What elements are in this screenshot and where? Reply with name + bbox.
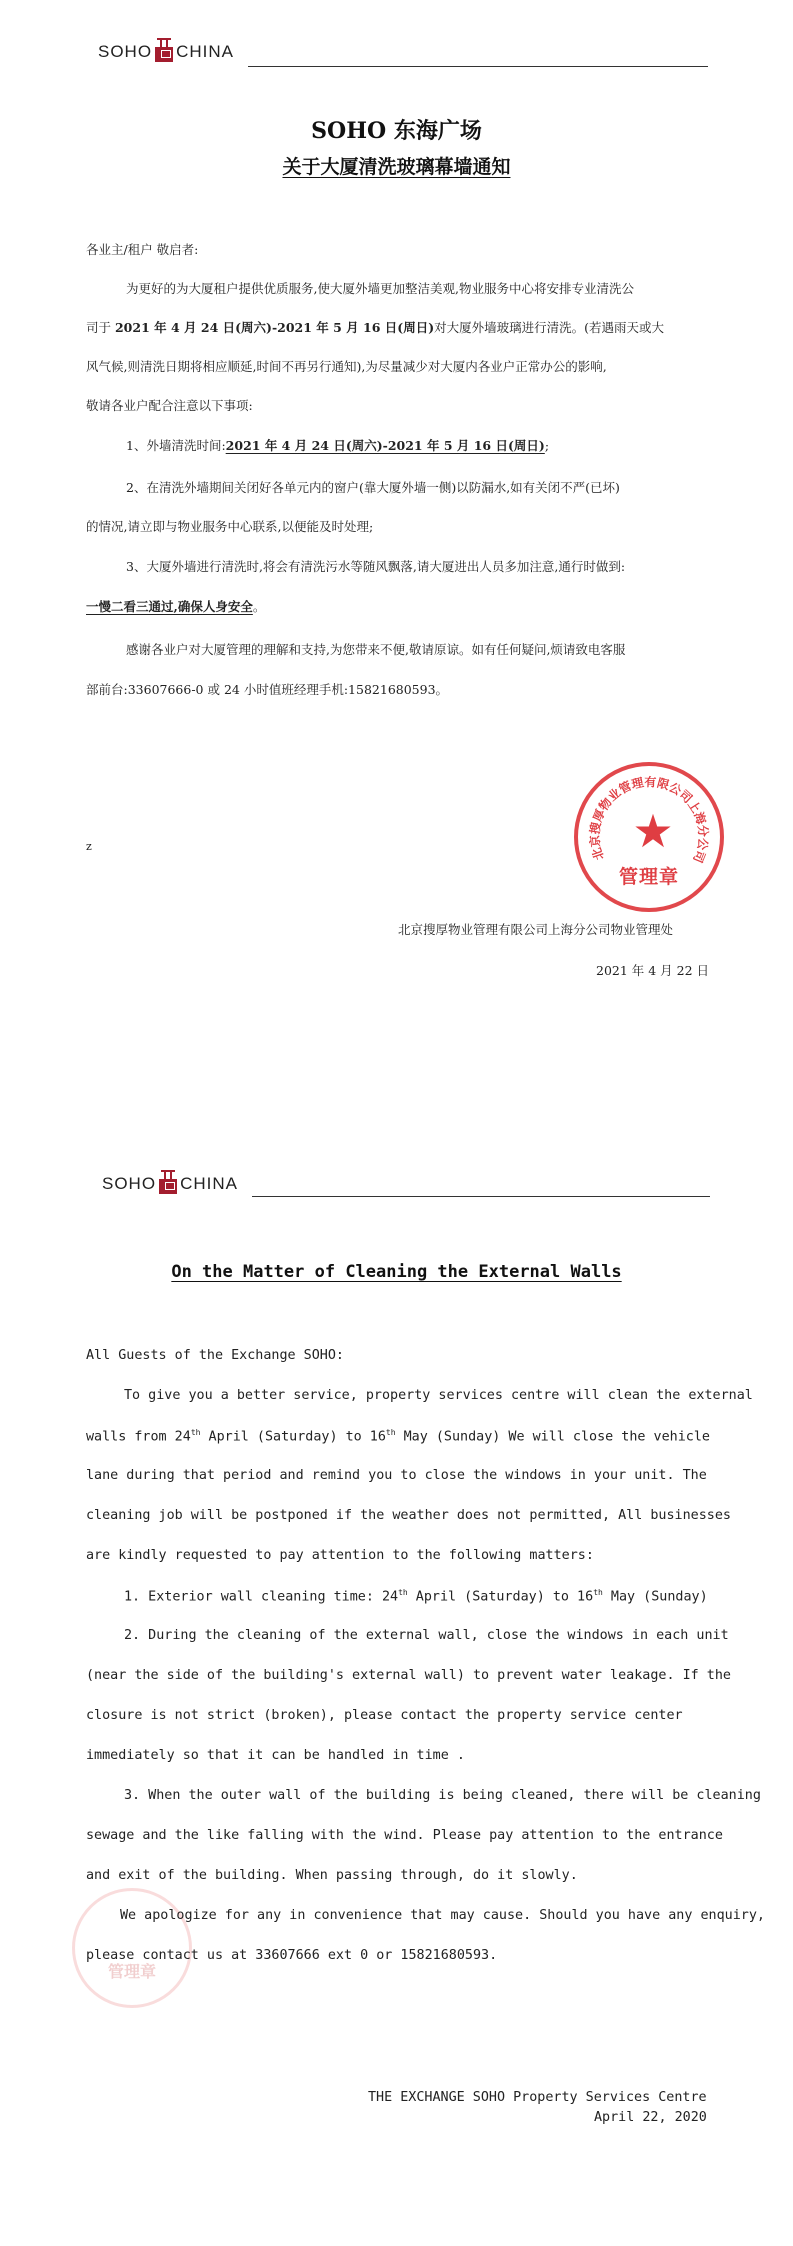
cn-thanks-line1: 感谢各业户对大厦管理的理解和支持,为您带来不便,敬请原谅。如有任何疑问,烦请致电客服	[126, 642, 626, 657]
cn-para1-line1: 为更好的为大厦租户提供优质服务,使大厦外墙更加整洁美观,物业服务中心将安排专业清洗公	[126, 281, 634, 296]
seal-ring-label: 北京搜厚物业管理有限公司上海分公司	[587, 775, 711, 865]
cn-para1-line2-c: 对大厦外墙玻璃进行清洗。(若遇雨天或大	[434, 320, 665, 335]
official-seal-stamp	[574, 762, 724, 912]
logo-text-soho: SOHO	[102, 1174, 157, 1193]
cn-para1-line2	[86, 318, 664, 336]
cn-item3-line2	[86, 597, 265, 615]
en-date: April 22, 2020	[594, 2110, 707, 2125]
logo-seal-icon	[154, 38, 174, 62]
en-item3-line1: 3. When the outer wall of the building is being cleaned, there will be cleaning	[124, 1788, 761, 1803]
en-item2-line2: (near the side of the building's external wall) to prevent water leakage. If the	[86, 1668, 731, 1683]
en-apology-line1: We apologize for any in convenience that may cause. Should you have any enquiry,	[120, 1908, 765, 1923]
cn-item3-line1: 3、大厦外墙进行清洗时,将会有清洗污水等随风飘落,请大厦进出人员多加注意,通行时做到:	[126, 559, 626, 574]
cn-item1-label: 1、外墙清洗时间:	[126, 438, 226, 453]
en-apology-line2: please contact us at 33607666 ext 0 or 15821680593.	[86, 1948, 498, 1963]
seal-label: 管理章	[618, 866, 679, 888]
cn-salutation: 各业主/租户 敬启者:	[86, 242, 199, 257]
en-item3-line2: sewage and the like falling with the wind. Please pay attention to the entrance	[86, 1828, 723, 1843]
en-item3-line3: and exit of the building. When passing through, do it slowly.	[86, 1868, 578, 1883]
seal-star-icon: ★	[632, 804, 674, 858]
cn-cleaning-dates: 2021 年 4 月 24 日(周六)-2021 年 5 月 16 日(周日)	[114, 320, 435, 335]
cn-item1-end: ;	[544, 438, 550, 453]
en-para1-line2: walls from 24th April (Saturday) to 16th May (Sunday) We will close the vehicle	[86, 1428, 710, 1445]
en-item2-line4: immediately so that it can be handled in time .	[86, 1748, 465, 1763]
logo-text-soho: SOHO	[98, 42, 153, 61]
soho-china-logo	[98, 38, 234, 62]
en-item2-line1: 2. During the cleaning of the external wall, close the windows in each unit	[124, 1628, 729, 1643]
en-para1-line1: To give you a better service, property services centre will clean the external	[124, 1388, 753, 1403]
soho-china-logo-page2	[102, 1170, 238, 1194]
en-item1: 1. Exterior wall cleaning time: 24th April (Saturday) to 16th May (Sunday)	[124, 1588, 708, 1605]
header-rule	[248, 66, 708, 67]
logo-text-china: CHINA	[176, 42, 234, 61]
logo-seal-icon	[158, 1170, 178, 1194]
en-item2-line3: closure is not strict (broken), please contact the property service center	[86, 1708, 683, 1723]
en-company-signature: THE EXCHANGE SOHO Property Services Centre	[368, 2090, 707, 2105]
en-title	[0, 1262, 793, 1282]
cn-company-signature: 北京搜厚物业管理有限公司上海分公司物业管理处	[398, 922, 674, 937]
en-salutation: All Guests of the Exchange SOHO:	[86, 1348, 344, 1363]
stray-mark: z	[86, 840, 92, 853]
cn-item2-line1: 2、在清洗外墙期间关闭好各单元内的窗户(靠大厦外墙一侧)以防漏水,如有关闭不严(已坏)	[126, 480, 620, 495]
faint-seal-label: 管理章	[107, 1962, 156, 1981]
cn-subtitle-text: 关于大厦清洗玻璃幕墙通知	[282, 156, 511, 178]
en-para1-line3: lane during that period and remind you to close the windows in your unit. The	[86, 1468, 707, 1483]
cn-item2-line2: 的情况,请立即与物业服务中心联系,以便能及时处理;	[86, 519, 374, 534]
cn-para1-line2-a: 司于	[86, 320, 115, 335]
cn-safety-slogan: 一慢二看三通过,确保人身安全	[86, 599, 253, 614]
cn-date: 2021 年 4 月 22 日	[596, 963, 710, 978]
cn-para1-line4: 敬请各业户配合注意以下事项:	[86, 398, 253, 413]
en-title-text: On the Matter of Cleaning the External Walls	[171, 1262, 622, 1282]
cn-subtitle	[0, 152, 793, 179]
logo-text-china: CHINA	[180, 1174, 238, 1193]
cn-thanks-line2: 部前台:33607666-0 或 24 小时值班经理手机:15821680593。	[86, 682, 449, 697]
header-rule-page2	[252, 1196, 710, 1197]
cn-item3-end: 。	[252, 599, 266, 614]
en-para1-line5: are kindly requested to pay attention to the following matters:	[86, 1548, 594, 1563]
en-para1-line4: cleaning job will be postponed if the weather does not permitted, All businesses	[86, 1508, 731, 1523]
cn-item1-dates: 2021 年 4 月 24 日(周六)-2021 年 5 月 16 日(周日)	[225, 438, 545, 453]
cn-title: SOHO 东海广场	[311, 118, 482, 144]
cn-para1-line3: 风气候,则清洗日期将相应顺延,时间不再另行通知),为尽量减少对大厦内各业户正常办公的影响,	[86, 359, 607, 374]
cn-item1	[126, 436, 549, 454]
